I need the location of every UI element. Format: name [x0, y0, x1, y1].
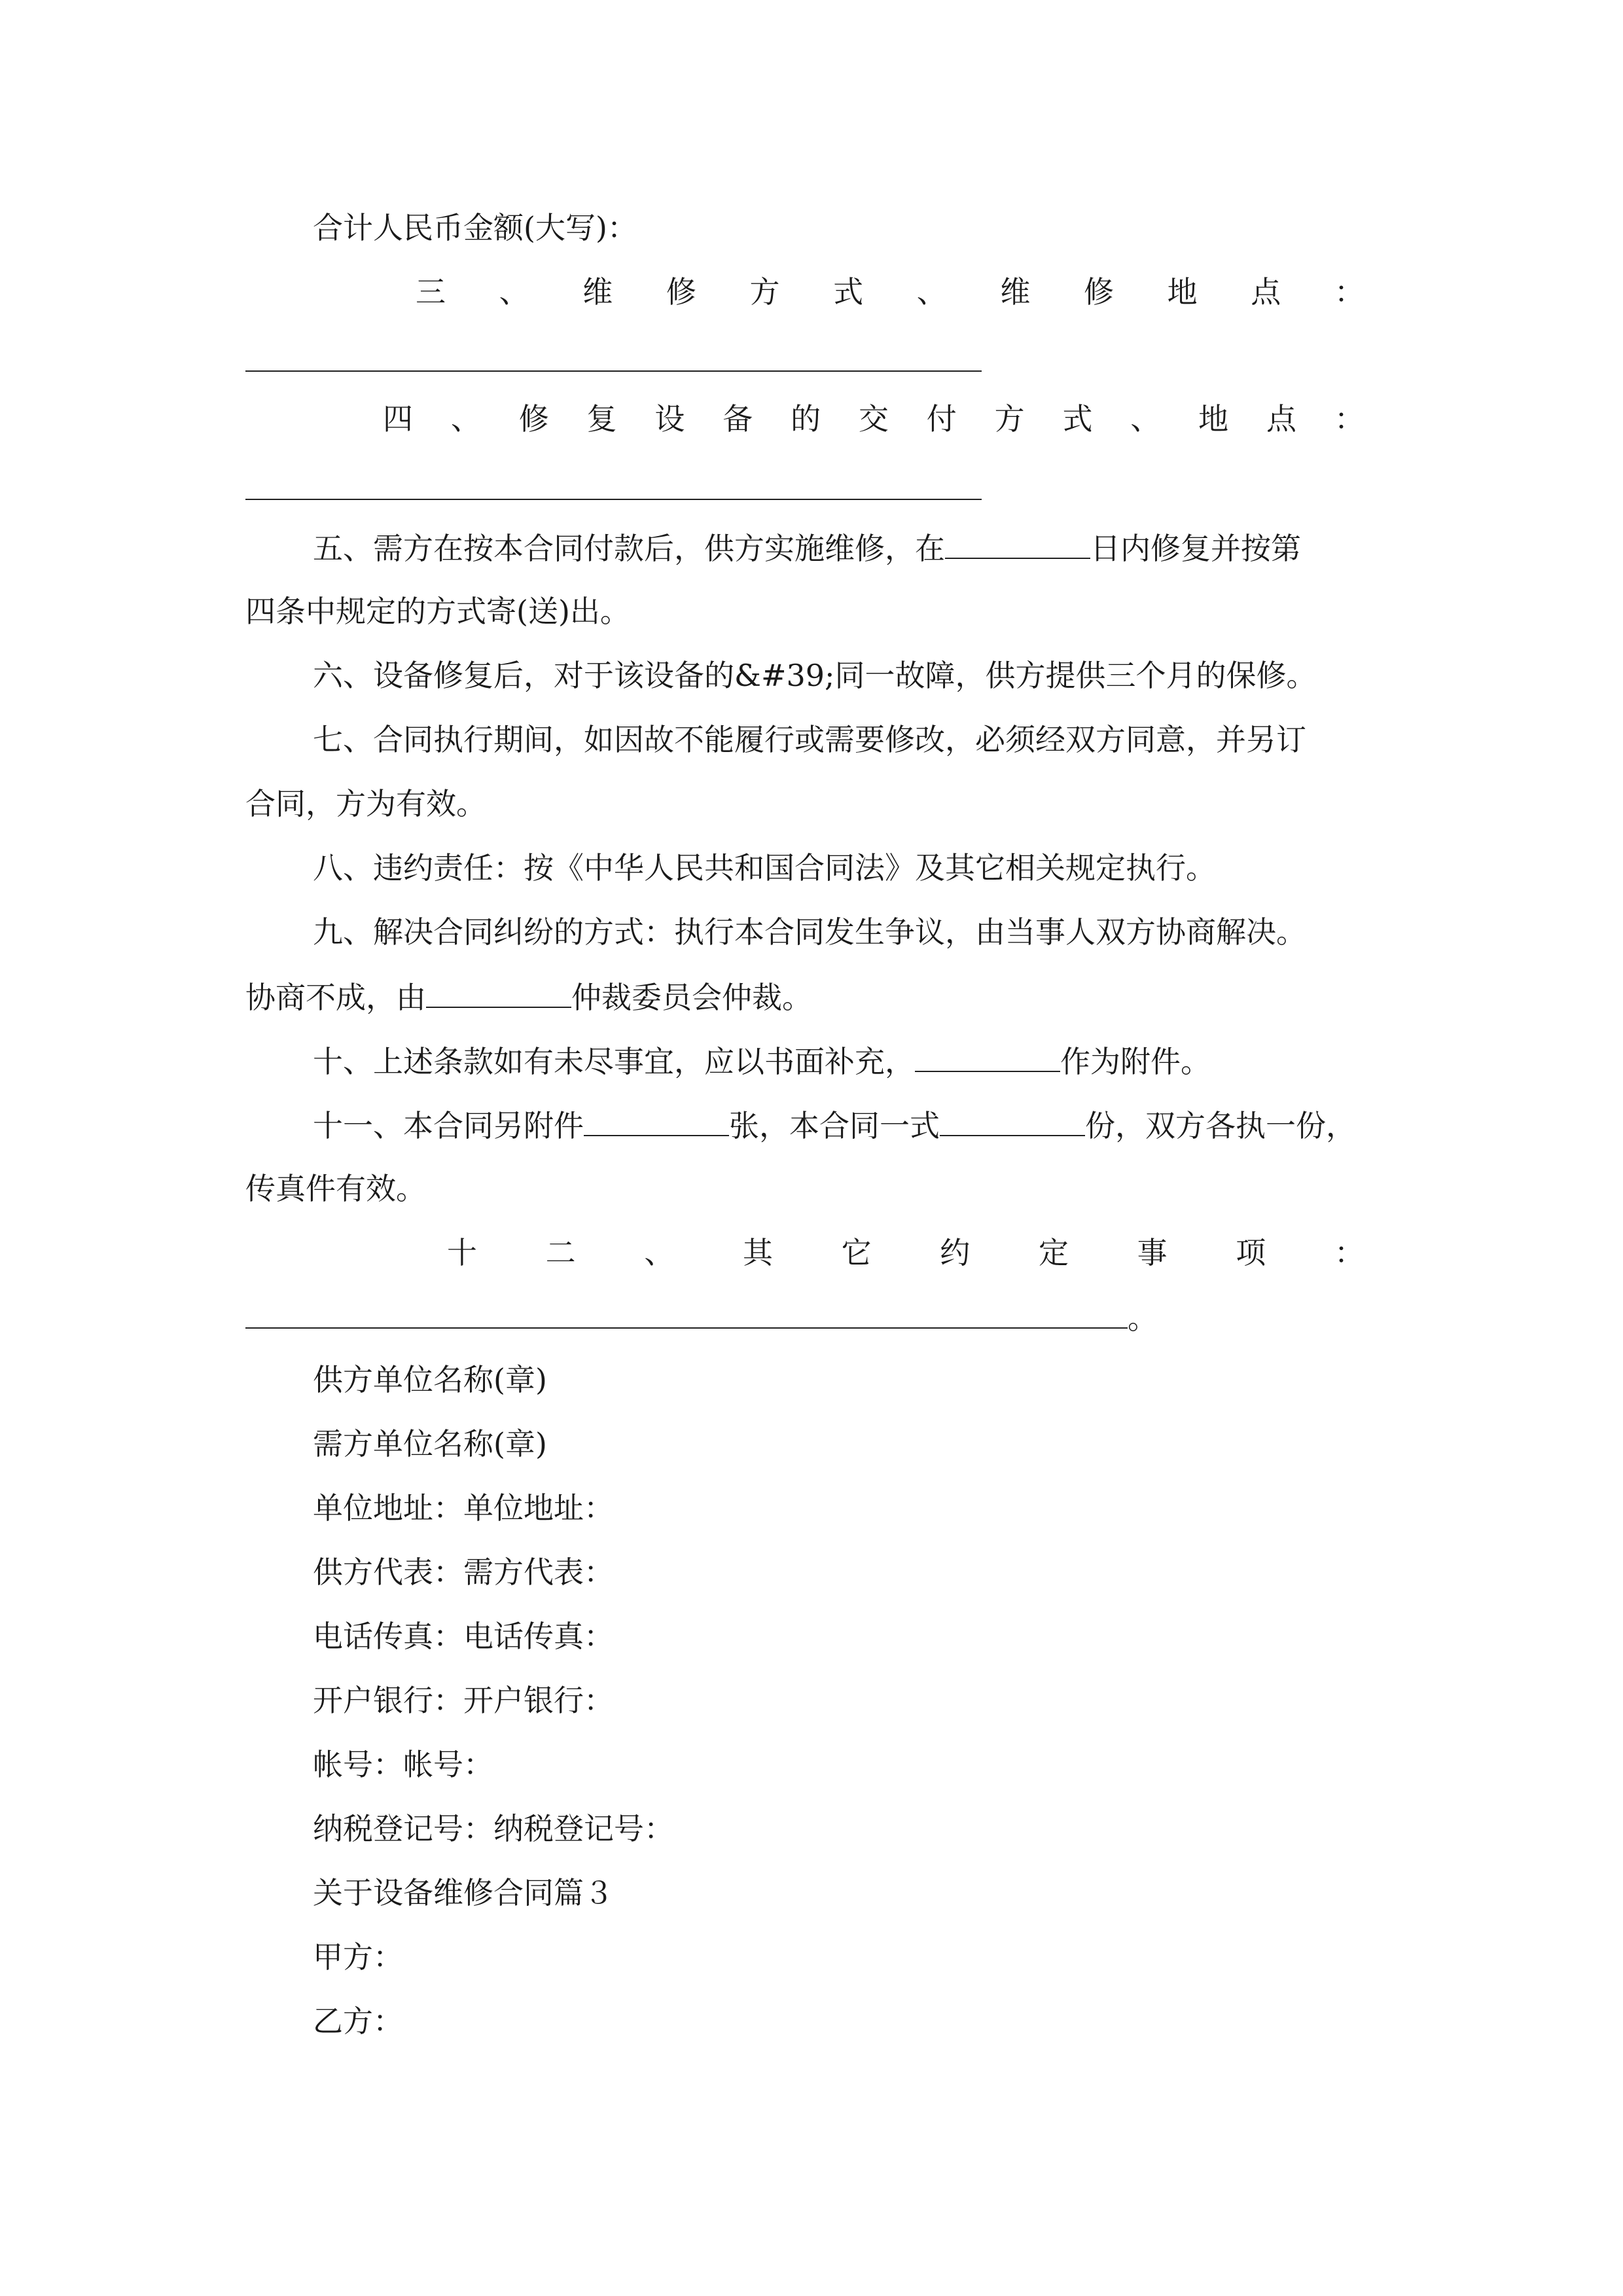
clause-9-text-b: 仲裁委员会仲裁。 — [571, 980, 812, 1015]
heading-char: 地 — [1167, 274, 1198, 310]
heading-char: 项 — [1236, 1235, 1266, 1270]
heading-char: 修 — [666, 274, 696, 310]
clause-9-line-1: 九、解决合同纠纷的方式：执行本合同发生争议，由当事人双方协商解决。 — [313, 914, 1306, 950]
clause-3-blank-line — [245, 370, 982, 372]
clause-9-text-a: 协商不成，由 — [245, 980, 426, 1015]
clause-9-line-2 — [245, 978, 1397, 1016]
clause-10 — [313, 1042, 1397, 1080]
heading-char: 十 — [447, 1235, 477, 1270]
heading-char: 事 — [1137, 1235, 1168, 1270]
heading-char: 设 — [654, 401, 685, 437]
copies-blank — [940, 1106, 1085, 1136]
heading-char: ： — [1334, 274, 1364, 310]
clause-11-text-a: 十一、本合同另附件 — [313, 1108, 584, 1143]
party-b-line: 乙方： — [313, 2003, 403, 2039]
clause-4-blank-line — [245, 499, 982, 500]
heading-char: 备 — [722, 401, 753, 437]
heading-char: ： — [1334, 401, 1364, 437]
clause-7-line-1: 七、合同执行期间，如因故不能履行或需要修改，必须经双方同意，并另订 — [313, 722, 1306, 757]
heading-char: 方 — [994, 401, 1025, 437]
heading-char: 、 — [644, 1235, 675, 1270]
clause-5-line-2: 四条中规定的方式寄(送)出。 — [245, 594, 630, 629]
buyer-name-line: 需方单位名称(章) — [313, 1426, 547, 1462]
clause-11-line-2: 传真件有效。 — [245, 1171, 426, 1206]
next-contract-title: 关于设备维修合同篇３ — [313, 1875, 614, 1910]
heading-char: 点 — [1251, 274, 1281, 310]
heading-char: 、 — [916, 274, 947, 310]
clause-8: 八、违约责任：按《中华人民共和国合同法》及其它相关规定执行。 — [313, 850, 1216, 886]
clause-5-text-b: 日内修复并按第 — [1090, 531, 1301, 566]
heading-char: 四 — [383, 401, 413, 437]
heading-char: 交 — [858, 401, 889, 437]
clause-11-text-b: 张，本合同一式 — [729, 1108, 940, 1143]
clause-12-blank-line — [245, 1299, 1397, 1336]
clause-4-heading — [383, 401, 1364, 437]
heading-char: 、 — [450, 401, 481, 437]
clause-3-heading — [416, 274, 1364, 310]
heading-char: ： — [1334, 1235, 1364, 1270]
clause-6: 六、设备修复后，对于该设备的&#39;同一故障，供方提供三个月的保修。 — [313, 658, 1317, 693]
party-a-line: 甲方： — [313, 1939, 403, 1975]
clause-11-line-1 — [313, 1106, 1397, 1144]
total-amount-line: 合计人民币金额(大写)： — [313, 210, 637, 245]
heading-char: 修 — [1084, 274, 1114, 310]
representative-line: 供方代表：需方代表： — [313, 1554, 614, 1590]
clause-11-text-c: 份，双方各执一份， — [1085, 1108, 1356, 1143]
clause-10-text-a: 十、上述条款如有未尽事宜，应以书面补充， — [313, 1044, 915, 1079]
clause-12-period: 。 — [1128, 1300, 1158, 1336]
arbitration-blank — [426, 978, 571, 1008]
days-blank — [945, 529, 1090, 559]
heading-char: 约 — [940, 1235, 971, 1270]
phone-fax-line: 电话传真：电话传真： — [313, 1619, 614, 1654]
attachment-count-blank — [584, 1106, 729, 1136]
heading-char: 、 — [499, 274, 529, 310]
clause-7-line-2: 合同，方为有效。 — [245, 786, 486, 821]
heading-char: 维 — [1000, 274, 1031, 310]
clause-10-text-b: 作为附件。 — [1060, 1044, 1211, 1079]
heading-char: 定 — [1038, 1235, 1069, 1270]
heading-char: 式 — [1062, 401, 1093, 437]
heading-char: 方 — [749, 274, 780, 310]
address-line: 单位地址：单位地址： — [313, 1490, 614, 1526]
supplier-name-line: 供方单位名称(章) — [313, 1362, 547, 1397]
heading-char: 地 — [1198, 401, 1229, 437]
clause-12-heading — [447, 1234, 1364, 1271]
bank-line: 开户银行：开户银行： — [313, 1683, 614, 1718]
clause-5-line-1 — [313, 529, 1397, 567]
heading-char: 其 — [742, 1235, 773, 1270]
clause-5-text-a: 五、需方在按本合同付款后，供方实施维修，在 — [313, 531, 945, 566]
heading-char: 、 — [1130, 401, 1161, 437]
tax-number-line: 纳税登记号：纳税登记号： — [313, 1811, 674, 1846]
heading-char: 式 — [833, 274, 864, 310]
heading-char: 的 — [791, 401, 821, 437]
heading-char: 复 — [586, 401, 617, 437]
heading-char: 二 — [545, 1235, 576, 1270]
other-terms-blank — [245, 1299, 1128, 1329]
heading-char: 付 — [926, 401, 957, 437]
heading-char: 它 — [841, 1235, 872, 1270]
heading-char: 点 — [1266, 401, 1296, 437]
attachment-blank — [915, 1042, 1060, 1072]
heading-char: 维 — [582, 274, 613, 310]
heading-char: 修 — [518, 401, 549, 437]
account-line: 帐号：帐号： — [313, 1747, 493, 1782]
heading-char: 三 — [416, 274, 446, 310]
